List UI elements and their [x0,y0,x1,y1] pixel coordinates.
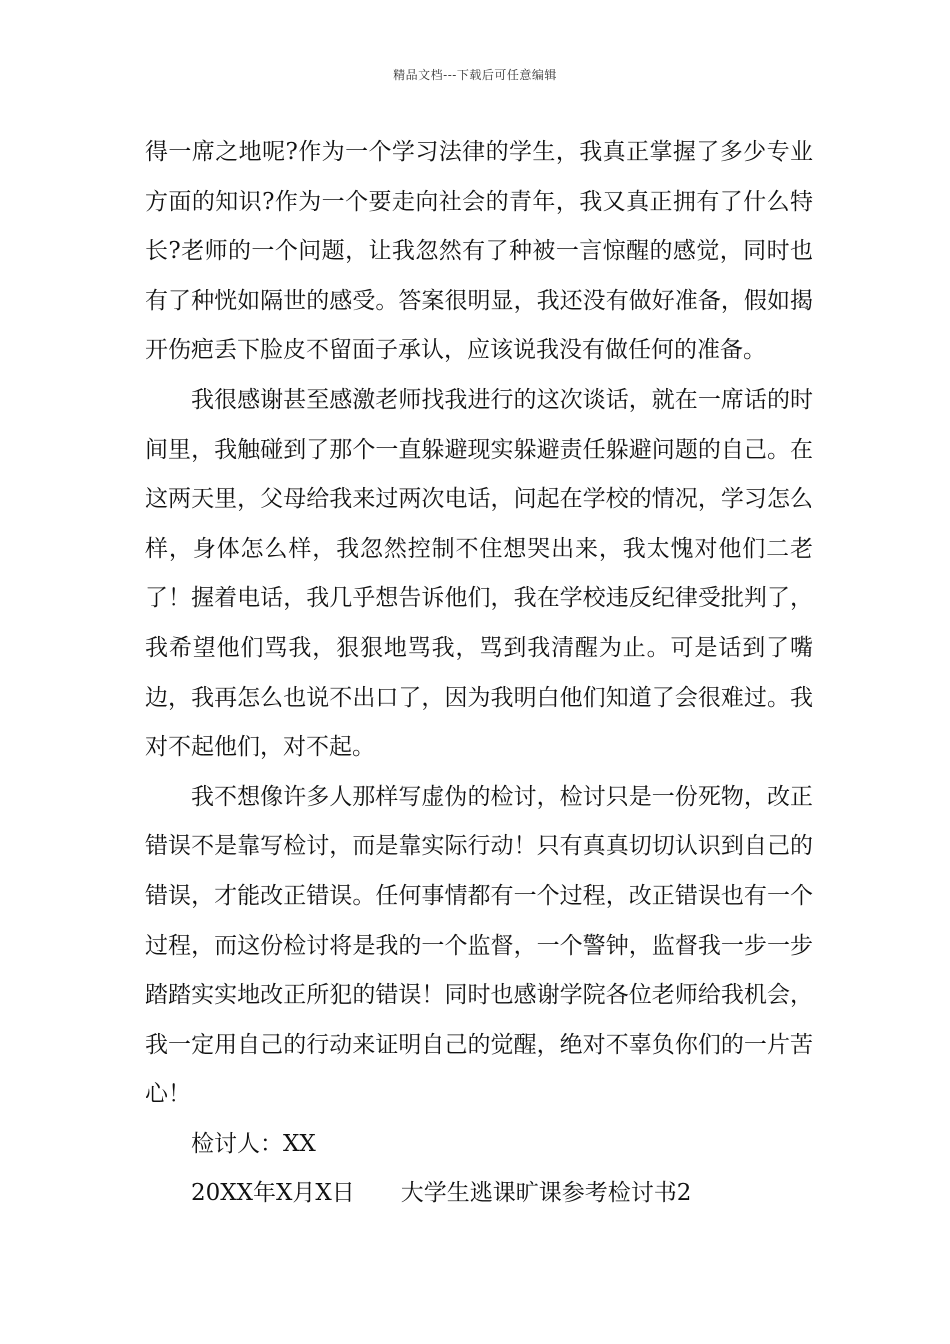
paragraph-1: 得一席之地呢?作为一个学习法律的学生，我真正掌握了多少专业方面的知识?作为一个要走向社会的青年，我又真正拥有了什么特长?老师的一个问题，让我忽然有了种被一言惊醒的感觉，同时也有了种恍如隔世的感受。答案很明显，我还没有做好准备，假如揭开伤疤丢下脸皮不留面子承认，应该说我没有做任何的准备。 [145,139,813,364]
paragraph-3: 我不想像许多人那样写虚伪的检讨，检讨只是一份死物，改正错误不是靠写检讨，而是靠实际行动！只有真真切切认识到自己的错误，才能改正错误。任何事情都有一个过程，改正错误也有一个过程，而这份检讨将是我的一个监督，一个警钟，监督我一步一步踏踏实实地改正所犯的错误！同时也感谢学院各位老师给我机会，我一定用自己的行动来证明自己的觉醒，绝对不辜负你们的一片苦心！ [145,783,813,1108]
next-document-title: 大学生逃课旷课参考检讨书2 [400,1180,692,1207]
page-header: 精品文档---下载后可任意编辑 [393,68,557,82]
date-text: 20XX年X月X日 [191,1180,355,1207]
date-line [145,1169,813,1219]
paragraph-2: 我很感谢甚至感激老师找我进行的这次谈话，就在一席话的时间里，我触碰到了那个一直躲避现实躲避责任躲避问题的自己。在这两天里，父母给我来过两次电话，问起在学校的情况，学习怎么样，身体怎么样，我忽然控制不住想哭出来，我太愧对他们二老了！握着电话，我几乎想告诉他们，我在学校违反纪律受批判了，我希望他们骂我，狠狠地骂我，骂到我清醒为止。可是话到了嘴边，我再怎么也说不出口了，因为我明白他们知道了会很难过。我对不起他们，对不起。 [145,386,813,761]
document-body [145,128,813,1219]
signature-line: 检讨人：XX [191,1130,316,1157]
